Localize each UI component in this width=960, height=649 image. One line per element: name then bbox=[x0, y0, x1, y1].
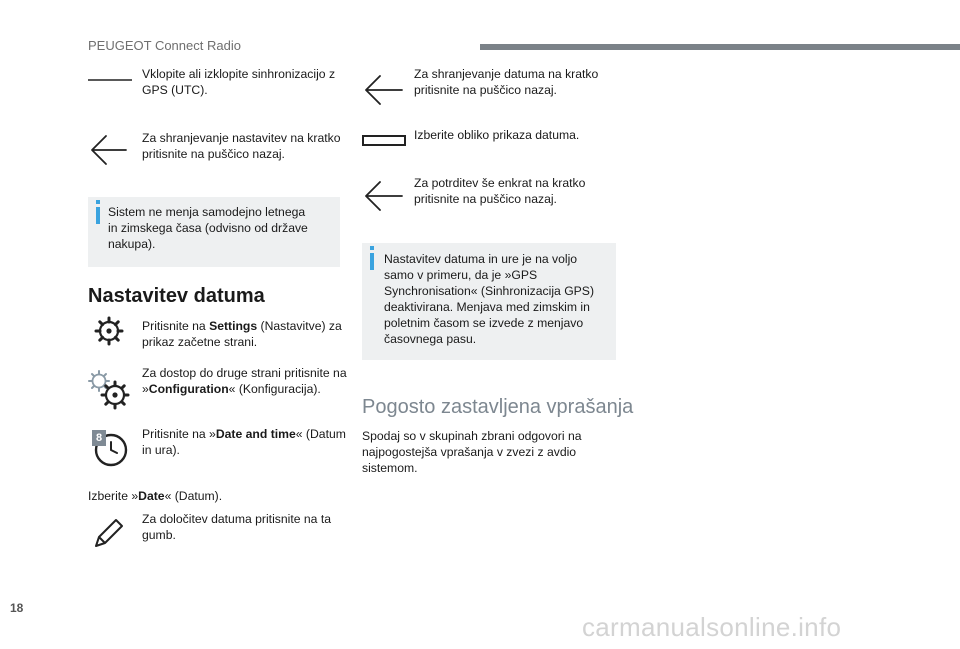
step-number-badge: 8 bbox=[92, 430, 106, 446]
set-date-text: Za določitev datuma pritisnite na ta gumb. bbox=[142, 512, 332, 542]
date-format-text: Izberite obliko prikaza datuma. bbox=[414, 128, 580, 142]
save-settings-text: Za shranjevanje nastavitev na kratko pritisnite na puščico nazaj. bbox=[142, 131, 341, 161]
toggle-line-icon bbox=[88, 74, 132, 86]
configuration-gears-icon bbox=[88, 370, 130, 410]
pencil-edit-icon bbox=[92, 516, 126, 550]
date-time-step-text: Pritisnite na »Date and time« (Datum in ura). bbox=[142, 427, 346, 457]
header-rule bbox=[480, 44, 960, 50]
settings-step-text: Pritisnite na Settings (Nastavitve) za prikaz začetne strani. bbox=[142, 319, 342, 349]
back-arrow-icon-2 bbox=[362, 74, 404, 106]
gps-sync-text: Vklopite ali izklopite sinhronizacijo z GPS (UTC). bbox=[142, 67, 336, 97]
info-note-dst bbox=[88, 197, 340, 267]
back-arrow-icon bbox=[88, 134, 128, 166]
running-header: PEUGEOT Connect Radio bbox=[88, 38, 241, 53]
configuration-step-text: Za dostop do druge strani pritisnite na »Configuration« (Konfiguracija). bbox=[142, 366, 347, 396]
info-i-icon-2 bbox=[370, 253, 374, 270]
info-i-dot-icon bbox=[96, 200, 100, 204]
faq-heading: Pogosto zastavljena vprašanja bbox=[362, 396, 634, 418]
settings-gear-icon bbox=[94, 316, 124, 346]
back-arrow-icon-3 bbox=[362, 180, 404, 212]
section-heading-date: Nastavitev datuma bbox=[88, 285, 265, 307]
select-date-text: Izberite »Date« (Datum). bbox=[88, 489, 223, 503]
info-note-text: Sistem ne menja samodejno letnega in zimskega časa (odvisno od države nakupa). bbox=[108, 205, 308, 251]
confirm-back-text: Za potrditev še enkrat na kratko pritisnite na puščico nazaj. bbox=[414, 176, 586, 206]
info-note-date-text: Nastavitev datuma in ure je na voljo samo v primeru, da je »GPS Synchronisation« (Sinhronizacija GPS) deaktivirana. Menjava med zimskim in poletnim časom se izvede z menjavo časovnega pasu. bbox=[384, 252, 594, 346]
page-number: 18 bbox=[10, 601, 24, 615]
info-note-date bbox=[362, 243, 616, 360]
date-format-field-icon bbox=[362, 134, 406, 148]
watermark: carmanualsonline.info bbox=[582, 612, 842, 642]
save-date-text: Za shranjevanje datuma na kratko pritisnite na puščico nazaj. bbox=[414, 67, 599, 97]
faq-intro-text: Spodaj so v skupinah zbrani odgovori na najpogostejša vprašanja v zvezi z avdio sistemom. bbox=[362, 429, 582, 475]
info-i-icon bbox=[96, 207, 100, 224]
info-i-dot-icon-2 bbox=[370, 246, 374, 250]
